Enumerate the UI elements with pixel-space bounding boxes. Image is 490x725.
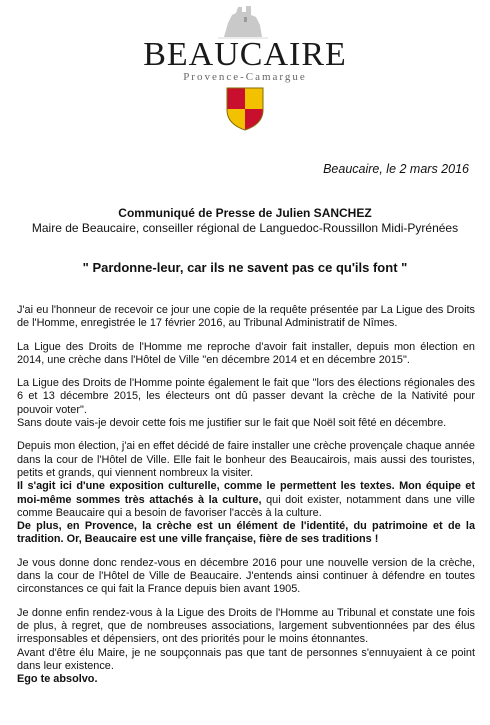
letter-date: Beaucaire, le 2 mars 2016 — [323, 162, 469, 176]
letter-body — [17, 304, 475, 686]
headline-quote: " Pardonne-leur, car ils ne savent pas ce qu'ils font " — [82, 260, 408, 275]
paragraph: La Ligue des Droits de l'Homme me reproche d'avoir fait installer, depuis mon élection en 2014, une crèche dans l'Hôtel de Ville "en décembre 2014 et en décembre 2015". — [17, 340, 475, 366]
brand-name: BEAUCAIRE — [143, 36, 347, 73]
paragraph: Je vous donne donc rendez-vous en décembre 2016 pour une nouvelle version de la crèche, dans la cour de l'Hôtel de Ville de Beaucaire. J'entends ainsi continuer à défendre en toutes circonstances ce qui fait la France depuis bien avant 1905. — [17, 556, 475, 596]
paragraph: Depuis mon élection, j'ai en effet décidé de faire installer une crèche provençale chaque année dans la cour de l'Hôtel de Ville. Elle fait le bonheur des Beaucairois, mais aussi des touristes, petits et grands, qui viennent nombreux la visiter. — [17, 440, 475, 479]
press-release-heading — [0, 206, 490, 236]
paragraph: Sans doute vais-je devoir cette fois me justifier sur le fait que Noël soit fêté en décembre. — [17, 417, 447, 430]
bold-statement: De plus, en Provence, la crèche est un élément de l'identité, du patrimoine et de la tradition. Or, Beaucaire est une ville française, fière de ses traditions ! — [17, 520, 475, 546]
bold-statement: Il s'agit ici d'une exposition culturelle, comme le permettent les textes. Mon équipe et moi-même sommes très attachés à la culture, — [17, 480, 475, 506]
castle-tower-icon — [218, 3, 268, 39]
press-release-title: Communiqué de Presse de Julien SANCHEZ — [118, 206, 372, 220]
author-position: Maire de Beaucaire, conseiller régional de Languedoc-Roussillon Midi-Pyrénées — [31, 221, 459, 235]
brand-tagline: Provence-Camargue — [183, 71, 307, 83]
paragraph: J'ai eu l'honneur de recevoir ce jour une copie de la requête présentée par La Ligue des Droits de l'Homme, enregistrée le 17 février 2016, au Tribunal Administratif de Nîmes. — [17, 304, 475, 330]
paragraph: La Ligue des Droits de l'Homme pointe également le fait que "lors des élections régionales des 6 et 13 décembre 2015, les électeurs ont dû passer devant la crèche de la Nativité pour pouvoir voter". — [17, 377, 475, 416]
paragraph — [17, 480, 475, 520]
paragraph: Avant d'être élu Maire, je ne soupçonnais pas que tant de personnes s'ennuyaient à ce point dans leur existence. — [17, 646, 475, 672]
paragraph: Je donne enfin rendez-vous à la Ligue des Droits de l'Homme au Tribunal et constate une fois de plus, à regret, que de nombreuses associations, largement subventionnées par des élus irresponsables et dépensiers, ont des priorités pour le moins étonnantes. — [17, 606, 475, 646]
letterhead — [0, 0, 490, 135]
statement-continuation: qui doit exister, notamment dans une ville comme Beaucaire qui a besoin de favoriser l'accès à la culture. — [17, 493, 475, 519]
coat-of-arms-icon — [225, 86, 265, 132]
closing-line: Ego te absolvo. — [17, 673, 98, 686]
